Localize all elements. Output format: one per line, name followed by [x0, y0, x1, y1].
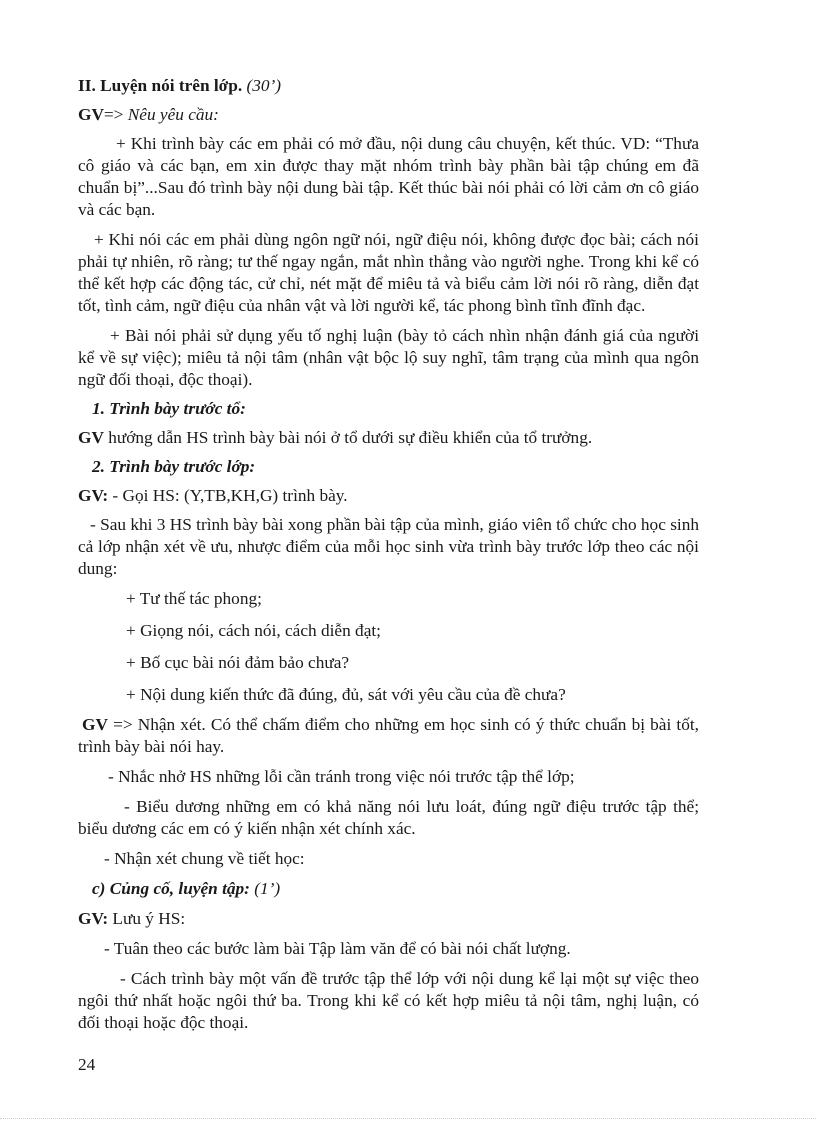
gv-note-text: Lưu ý HS: — [108, 909, 186, 928]
subsection-1-text: hướng dẫn HS trình bày bài nói ở tổ dưới sự điều khiển của tổ trưởng. — [103, 428, 593, 447]
gv-comment-text: => Nhận xét. Có thể chấm điểm cho những em học sinh có ý thức chuẩn bị bài tốt, trình bày bài nói hay. — [78, 715, 699, 756]
reminder-line: - Nhắc nhở HS những lỗi cần tránh trong việc nói trước tập thể lớp; — [108, 767, 575, 786]
consolidation-duration: (1’) — [249, 879, 281, 898]
subsection-2-gv — [78, 485, 699, 507]
criteria-item: + Nội dung kiến thức đã đúng, đủ, sát với yêu cầu của đề chưa? — [126, 685, 566, 704]
note-1: - Tuân theo các bước làm bài Tập làm văn để có bài nói chất lượng. — [104, 939, 571, 958]
note-2: - Cách trình bày một vấn đề trước tập thể lớp với nội dung kể lại một sự việc theo ngôi thứ nhất hoặc ngôi thứ ba. Trong khi kể có kết hợp miêu tả nội tâm, nghị luận, có đối thoại hoặc độc thoại. — [78, 969, 699, 1032]
requirement-3: + Bài nói phải sử dụng yếu tố nghị luận (bày tỏ cách nhìn nhận đánh giá của người kể về sự việc); miêu tả nội tâm (nhân vật bộc lộ suy nghĩ, tâm trạng của mình qua ngôn ngữ đối thoại, độc thoại). — [78, 326, 699, 389]
gv-label: GV — [78, 428, 104, 447]
page-bottom-divider — [0, 1118, 816, 1119]
gv-request — [78, 104, 699, 126]
gv-label: GV — [78, 105, 104, 124]
requirement-1: + Khi trình bày các em phải có mở đầu, nội dung câu chuyện, kết thúc. VD: “Thưa cô giáo và các bạn, em xin được thay mặt nhóm trình bày phần bài tập chúng em đã chuẩn bị”...Sau đó trình bày nội dung bài tập. Kết thúc bài nói phải có lời cảm ơn cô giáo và các bạn. — [78, 134, 699, 219]
section-heading-duration: (30’) — [242, 76, 282, 95]
section-heading — [78, 75, 699, 97]
requirement-2: + Khi nói các em phải dùng ngôn ngữ nói, ngữ điệu nói, không được đọc bài; cách nói phải tự nhiên, rõ ràng; tư thế ngay ngắn, mắt nhìn thẳng vào người nghe. Trong khi kể có thể kết hợp các động tác, cử chỉ, nét mặt để miêu tả và biểu cảm lời nói rõ ràng, diễn đạt tốt, tình cảm, ngữ điệu của nhân vật và lời người kể, tác phong bình tĩnh đĩnh đạc. — [78, 230, 699, 315]
criteria-item: + Giọng nói, cách nói, cách diễn đạt; — [126, 621, 381, 640]
gv-label: GV: — [78, 486, 109, 505]
subsection-1-gv — [78, 427, 699, 449]
subsection-2-heading: 2. Trình bày trước lớp: — [92, 457, 256, 476]
page-number: 24 — [78, 1055, 96, 1074]
consolidation-heading — [78, 878, 699, 900]
document-body — [78, 75, 699, 1034]
subsection-2-paragraph: - Sau khi 3 HS trình bày bài xong phần bài tập của mình, giáo viên tổ chức cho học sinh cả lớp nhận xét về ưu, nhược điểm của mỗi học sinh vừa trình bày trước lớp theo các nội dung: — [78, 515, 699, 578]
criteria-item: + Bố cục bài nói đảm bảo chưa? — [126, 653, 350, 672]
praise-paragraph: - Biểu dương những em có khả năng nói lưu loát, đúng ngữ điệu trước tập thể; biểu dương các em có ý kiến nhận xét chính xác. — [78, 797, 699, 838]
gv-arrow: => — [103, 105, 124, 124]
section-heading-title: II. Luyện nói trên lớp. — [78, 76, 243, 95]
criteria-item: + Tư thế tác phong; — [126, 589, 262, 608]
gv-comment — [78, 714, 699, 758]
gv-label: GV — [82, 715, 108, 734]
gv-note — [78, 908, 699, 930]
subsection-2-call: - Gọi HS: (Y,TB,KH,G) trình bày. — [108, 486, 348, 505]
subsection-1-heading: 1. Trình bày trước tổ: — [92, 399, 246, 418]
general-remark: - Nhận xét chung về tiết học: — [104, 849, 305, 868]
gv-request-text: Nêu yêu cầu: — [123, 105, 219, 124]
gv-label: GV: — [78, 909, 109, 928]
consolidation-title: c) Củng cố, luyện tập: — [92, 879, 250, 898]
